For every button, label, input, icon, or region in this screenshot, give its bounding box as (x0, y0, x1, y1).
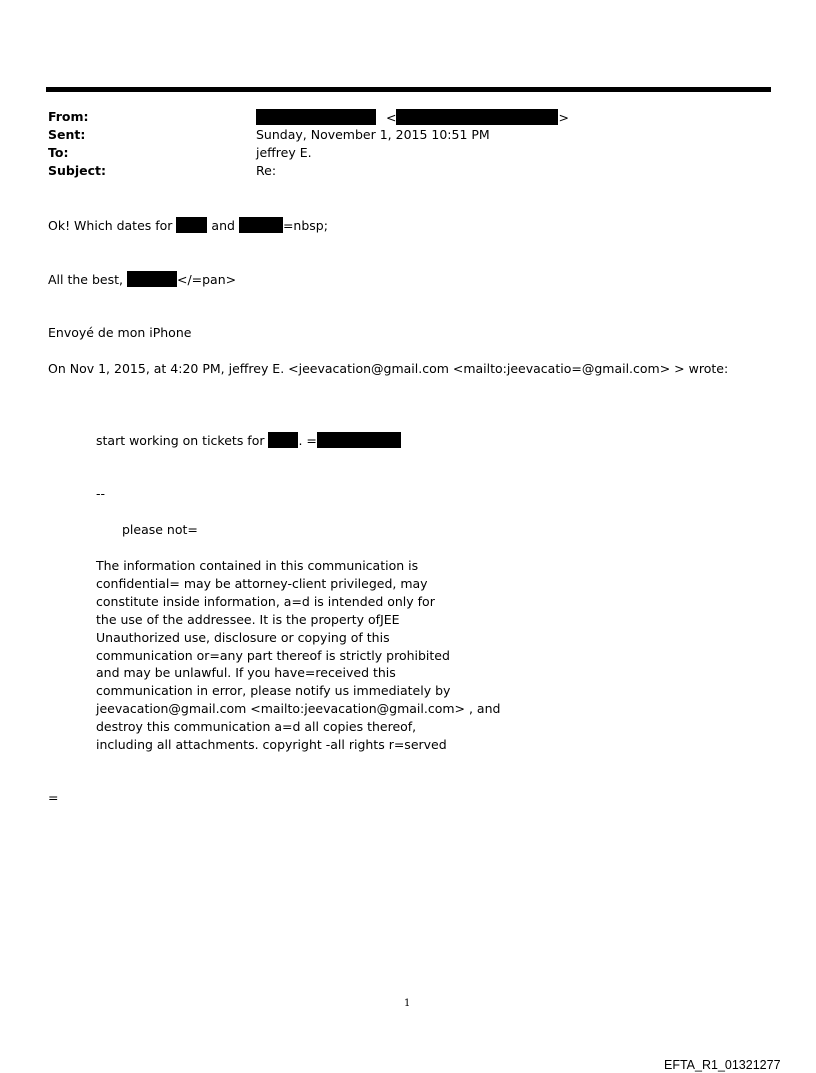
disclaimer-line: including all attachments. copyright -all rights r=served (96, 737, 447, 753)
trailing-equals: = (48, 790, 59, 805)
disclaimer-line: The information contained in this communication is (96, 558, 419, 573)
disclaimer-line: Unauthorized use, disclosure or copying of this (96, 629, 390, 645)
subject-value: Re: (256, 163, 277, 178)
message-line-1 (48, 217, 328, 234)
quoted-message (96, 432, 401, 449)
redaction-block (268, 432, 298, 448)
sent-value: Sunday, November 1, 2015 10:51 PM (256, 127, 490, 142)
to-value: jeffrey E. (256, 145, 312, 160)
header-rule (46, 87, 771, 92)
signature-separator: -- (96, 486, 106, 501)
disclaimer-line: and may be unlawful. If you have=received this (96, 665, 396, 681)
confidentiality-disclaimer (96, 557, 516, 754)
quoted-text: . = (298, 433, 317, 448)
disclaimer-line: jeevacation@gmail.com <mailto:jeevacation@gmail.com> , and (96, 701, 501, 717)
quote-intro: On Nov 1, 2015, at 4:20 PM, jeffrey E. <jeevacation@gmail.com <mailto:jeevacatio=@gmail.com> > wrote: (48, 361, 729, 376)
bates-number: EFTA_R1_01321277 (664, 1058, 781, 1072)
disclaimer-line: constitute inside information, a=d is intended only for (96, 593, 435, 609)
sent-from-line: Envoyé de mon iPhone (48, 325, 192, 340)
please-note-line: please not= (122, 522, 198, 537)
redaction-block (176, 217, 207, 233)
signoff-text: All the best, (48, 272, 123, 287)
message-text: Ok! Which dates for (48, 218, 173, 233)
redaction-block (256, 109, 376, 125)
redaction-block (396, 109, 558, 125)
signoff-line (48, 271, 236, 288)
to-label: To: (48, 145, 69, 160)
message-text: and (211, 218, 235, 233)
disclaimer-line: destroy this communication a=d all copies thereof, (96, 719, 417, 735)
disclaimer-line: communication or=any part thereof is strictly prohibited (96, 647, 450, 663)
page-number: 1 (404, 998, 411, 1009)
from-close-bracket: > (558, 110, 569, 125)
disclaimer-line: communication in error, please notify us immediately by (96, 683, 451, 699)
redaction-block (317, 432, 401, 448)
sent-label: Sent: (48, 127, 86, 142)
from-open-bracket: < (385, 110, 397, 125)
message-text: =nbsp; (282, 218, 328, 233)
quoted-text: start working on tickets for (96, 433, 265, 448)
subject-label: Subject: (48, 163, 106, 178)
from-value (256, 109, 569, 126)
disclaimer-line: confidential= may be attorney-client privileged, may (96, 575, 428, 591)
from-label: From: (48, 109, 89, 124)
redaction-block (239, 217, 283, 233)
disclaimer-line: the use of the addressee. It is the property ofJEE (96, 611, 400, 627)
redaction-block (127, 271, 177, 287)
signoff-suffix: </=pan> (176, 272, 237, 287)
